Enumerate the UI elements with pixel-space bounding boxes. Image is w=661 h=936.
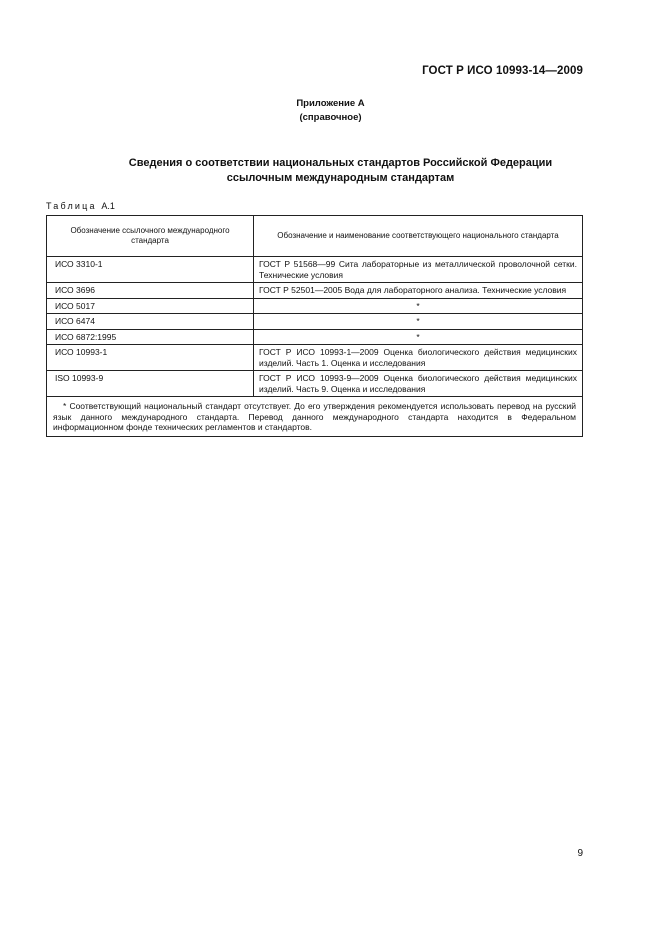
appendix-type: (справочное) [299,112,362,123]
national-standard-cell: ГОСТ Р ИСО 10993-9—2009 Оценка биологического действия медицинских изделий. Часть 9. Оценка и исследования [254,371,583,397]
table-row [47,345,583,371]
table-label [46,201,115,211]
table-label-word: Таблица [46,201,97,211]
table-row [47,314,583,330]
intl-standard-cell: ИСО 3310-1 [47,257,254,283]
intl-standard-cell: ИСО 10993-1 [47,345,254,371]
national-standard-cell: ГОСТ Р ИСО 10993-1—2009 Оценка биологического действия медицинских изделий. Часть 1. Оценка и исследования [254,345,583,371]
table-header-row [47,216,583,257]
intl-standard-cell: ISO 10993-9 [47,371,254,397]
table-row [47,298,583,314]
table-footnote: * Соответствующий национальный стандарт отсутствует. До его утверждения рекомендуется использовать перевод на русский язык данного международного стандарта. Перевод данного международного стандарта находится в Федеральном информационном фонде технических регламентов и стандартов. [47,397,583,437]
page-number: 9 [577,848,583,859]
appendix-heading [0,97,661,125]
intl-standard-cell: ИСО 6474 [47,314,254,330]
national-standard-cell: * [254,298,583,314]
table-row [47,329,583,345]
table-row [47,257,583,283]
intl-standard-cell: ИСО 6872:1995 [47,329,254,345]
appendix-label: Приложение А [296,98,365,109]
intl-standard-cell: ИСО 5017 [47,298,254,314]
national-standard-cell: ГОСТ Р 51568—99 Сита лабораторные из металлической проволочной сетки. Технические условия [254,257,583,283]
title-line-1: Сведения о соответствии национальных стандартов Российской Федерации [128,157,553,169]
table-row [47,283,583,299]
header-intl-standard: Обозначение ссылочного международного стандарта [47,216,254,257]
table-row [47,371,583,397]
national-standard-cell: * [254,329,583,345]
correspondence-table [46,215,583,437]
page-title [60,156,621,186]
national-standard-cell: * [254,314,583,330]
title-line-2: ссылочным международным стандартам [226,172,455,184]
national-standard-cell: ГОСТ Р 52501—2005 Вода для лабораторного анализа. Технические условия [254,283,583,299]
table-label-number: А.1 [101,201,115,211]
intl-standard-cell: ИСО 3696 [47,283,254,299]
document-code: ГОСТ Р ИСО 10993-14—2009 [422,65,583,77]
table-footnote-row [47,397,583,437]
header-national-standard: Обозначение и наименование соответствующего национального стандарта [254,216,583,257]
